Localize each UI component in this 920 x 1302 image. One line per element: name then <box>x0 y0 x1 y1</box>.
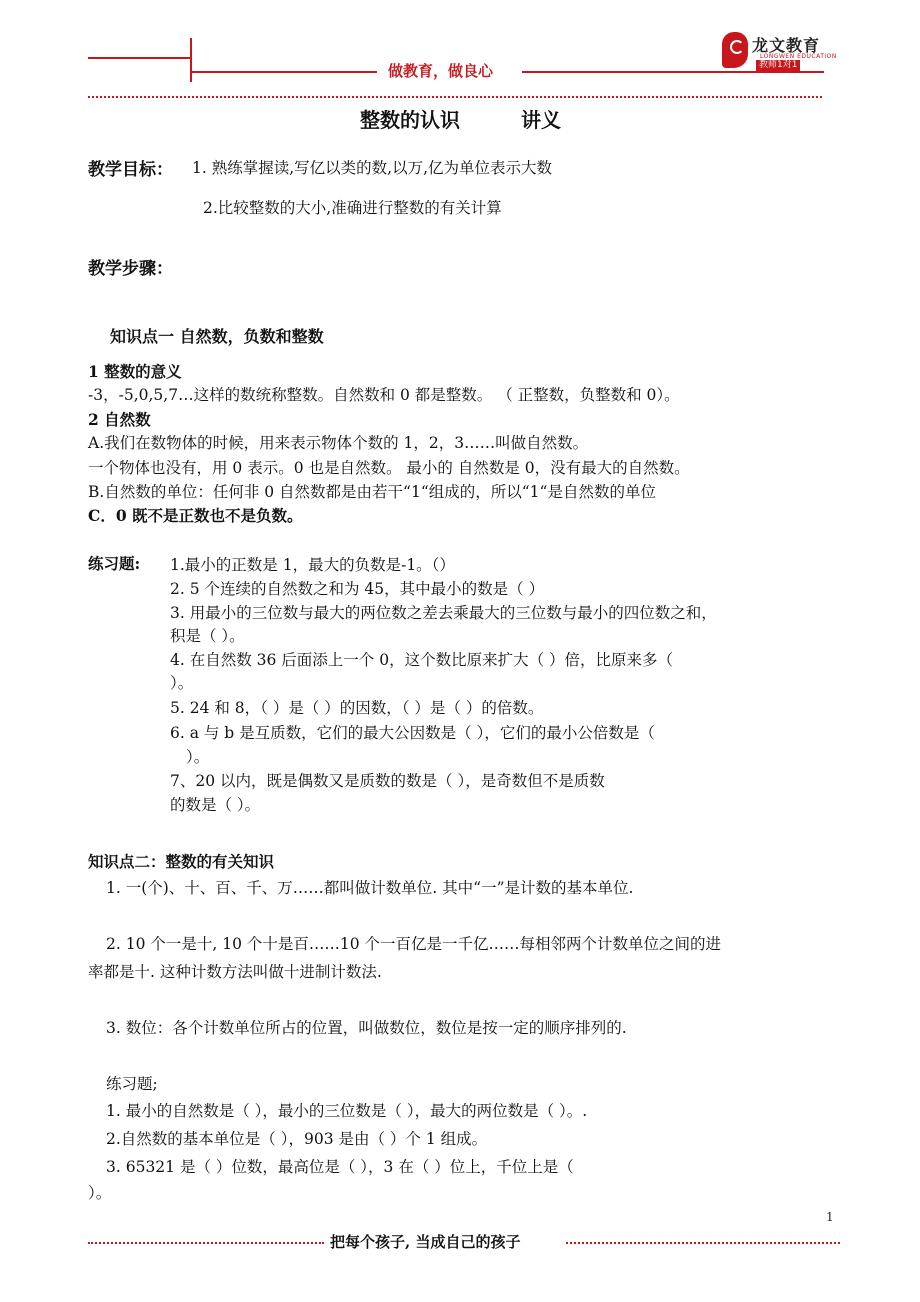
title-sub: 讲义 <box>520 108 561 132</box>
page-number: 1 <box>826 1210 834 1224</box>
kp2-paragraph-2a: 2. 10 个一是十, 10 个十是百……10 个一百亿是一千亿……每相邻两个计数单位之间的进 <box>106 935 722 953</box>
exercise1-q1: 1.最小的正数是 1，最大的负数是-1。（） <box>170 556 455 574</box>
kp2-paragraph-2b: 率都是十. 这种计数方法叫做十进制计数法. <box>88 963 382 981</box>
exercise1-q4a: 4. 在自然数 36 后面添上一个 0，这个数比原来扩大（ ）倍，比原来多（ <box>170 651 674 669</box>
logo-name: 龙文教育 <box>752 36 821 55</box>
header-rule-right <box>522 71 824 73</box>
header-rule-left <box>88 57 190 59</box>
kp1-line-a: A.我们在数物体的时候，用来表示物体个数的 1，2，3……叫做自然数。 <box>88 434 589 452</box>
goal-item-1: 1. 熟练掌握读,写亿以类的数,以万,亿为单位表示大数 <box>192 159 552 177</box>
kp2-paragraph-3: 3. 数位：各个计数单位所占的位置，叫做数位，数位是按一定的顺序排列的. <box>106 1019 627 1037</box>
exercise2-q3a: 3. 65321 是（ ）位数，最高位是（ ），3 在（ ）位上，千位上是（ <box>106 1158 574 1176</box>
exercise1-q5: 5. 24 和 8，（ ）是（ ）的因数，（ ）是（ ）的倍数。 <box>170 699 544 717</box>
title-main: 整数的认识 <box>360 108 460 132</box>
header-dotted-divider <box>88 96 822 98</box>
logo-english: LONGWEN EDUCATION <box>760 53 837 60</box>
exercise2-q3b: ）。 <box>88 1184 112 1202</box>
page-title <box>360 104 561 133</box>
goal-item-2: 2.比较整数的大小,准确进行整数的有关计算 <box>203 199 502 217</box>
footer-slogan: 把每个孩子, 当成自己的孩子 <box>330 1233 521 1251</box>
header-rule-vertical <box>190 38 192 82</box>
kp1-line-c: C．0 既不是正数也不是负数。 <box>88 506 303 525</box>
kp1-section1-text: -3，-5,0,5,7…这样的数统称整数。自然数和 0 都是整数。 （ 正整数，负整数和 0）。 <box>88 386 680 404</box>
exercise2-label: 练习题; <box>106 1075 158 1093</box>
footer-dotted-right <box>566 1242 840 1244</box>
kp2-heading: 知识点二：整数的有关知识 <box>88 852 275 871</box>
exercise1-q3a: 3. 用最小的三位数与最大的两位数之差去乘最大的三位数与最小的四位数之和， <box>170 604 717 622</box>
footer-dotted-left <box>88 1242 324 1244</box>
exercise1-q7a: 7、20 以内，既是偶数又是质数的数是（ ），是奇数但不是质数 <box>170 772 605 790</box>
goals-label: 教学目标： <box>88 160 173 180</box>
exercise1-q6a: 6. a 与 b 是互质数，它们的最大公因数是（ ），它们的最小公倍数是（ <box>170 724 655 742</box>
exercise1-q7b: 的数是（ ）。 <box>170 796 261 814</box>
kp1-line-a2: 一个物体也没有，用 0 表示。0 也是自然数。 最小的 自然数是 0，没有最大的自然数。 <box>88 459 690 477</box>
kp2-paragraph-1: 1. 一(个)、十、百、千、万……都叫做计数单位. 其中“一”是计数的基本单位. <box>106 879 634 897</box>
kp1-heading: 知识点一 自然数，负数和整数 <box>110 327 324 346</box>
exercise1-q2: 2. 5 个连续的自然数之和为 45，其中最小的数是（ ） <box>170 580 545 598</box>
exercise1-q3b: 积是（ ）。 <box>170 627 245 645</box>
kp1-section2-title: 2 自然数 <box>88 410 151 429</box>
header-slogan: 做教育，做良心 <box>388 62 494 80</box>
dragon-logo-icon <box>722 32 748 68</box>
exercise1-q4b: ）。 <box>170 674 194 692</box>
header-rule-middle <box>192 71 377 73</box>
logo-subtitle: 教师1对1 <box>756 60 800 71</box>
exercise1-q6b: ）。 <box>186 748 210 766</box>
exercise2-q1: 1. 最小的自然数是（ ），最小的三位数是（ ），最大的两位数是（ ）。. <box>106 1102 588 1120</box>
kp1-line-b: B.自然数的单位：任何非 0 自然数都是由若干“1“组成的，所以“1“是自然数的单位 <box>88 483 656 501</box>
exercise2-q2: 2.自然数的基本单位是（ ），903 是由（ ）个 1 组成。 <box>106 1130 488 1148</box>
steps-label: 教学步骤： <box>88 259 173 279</box>
exercise1-label: 练习题: <box>88 554 141 573</box>
kp1-section1-title: 1 整数的意义 <box>88 362 182 381</box>
